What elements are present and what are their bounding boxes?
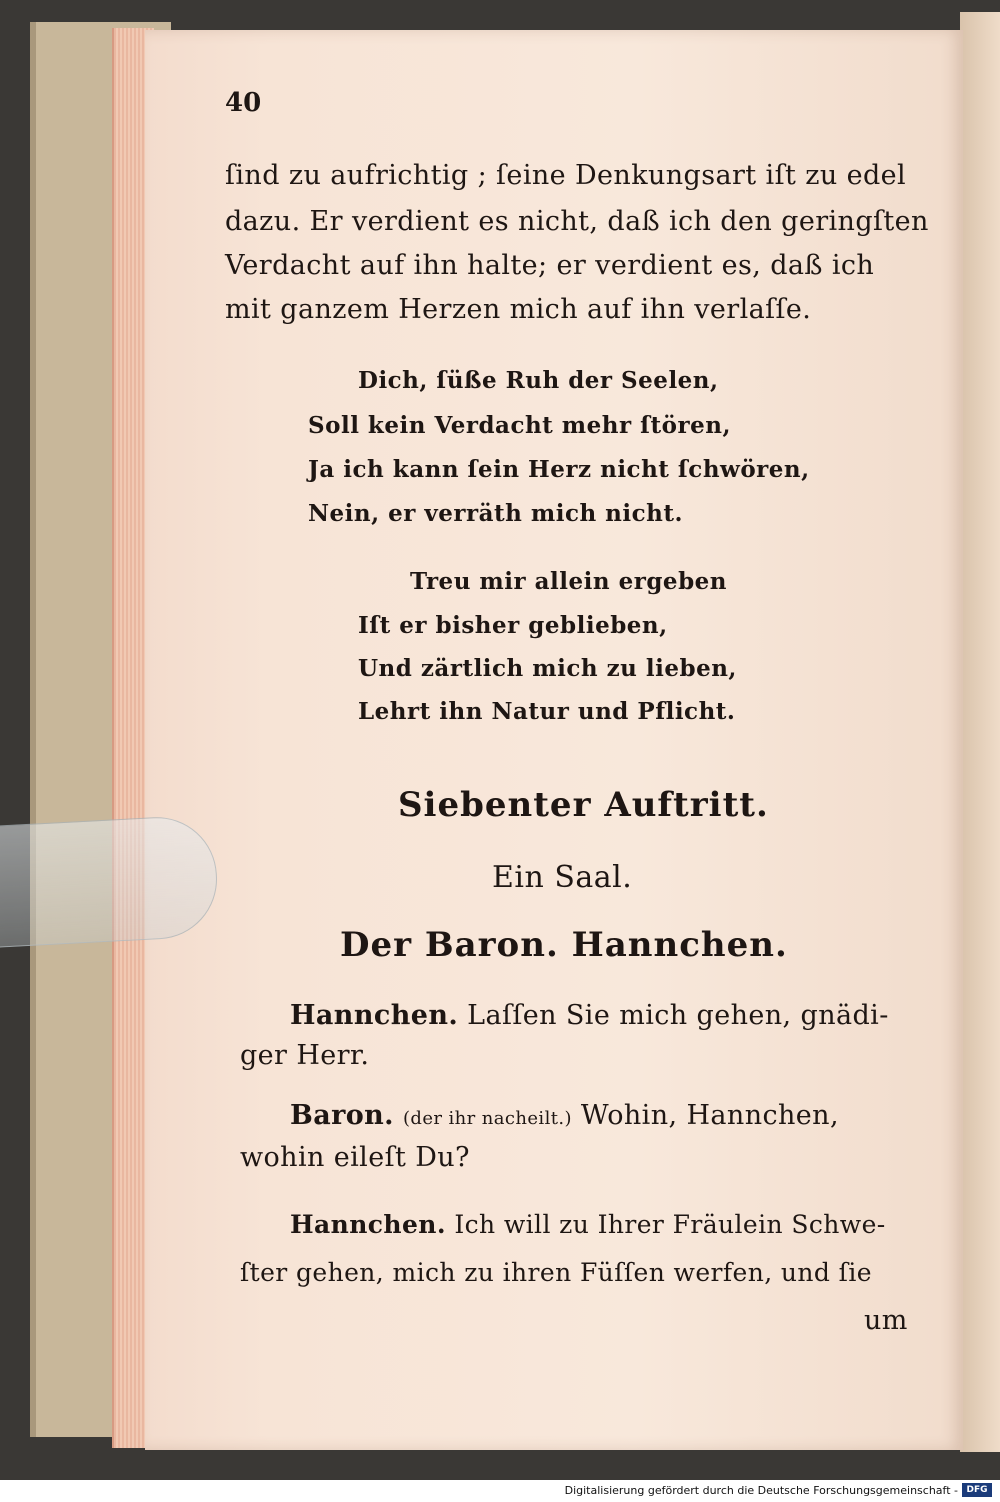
scene-title: Siebenter Auftritt. (398, 785, 769, 825)
dialogue-line-2-cont: wohin eileſt Du? (240, 1142, 470, 1173)
dfg-logo-icon: DFG (962, 1483, 992, 1497)
funding-credit: Digitalisierung gefördert durch die Deutsche Forschungsgemeinschaft - (564, 1484, 958, 1497)
dialogue-text: Wohin, Hannchen, (580, 1100, 839, 1131)
verse1-line-3: Ja ich kann ſein Herz nicht ſchwören, (308, 456, 810, 483)
dialogue-line-3-cont: ſter gehen, mich zu ihren Füſſen werfen, und ſie (240, 1258, 872, 1287)
prose-line-4: mit ganzem Herzen mich auf ihn verlaſſe. (225, 294, 812, 325)
dialogue-text: Ich will zu Ihrer Fräulein Schwe- (454, 1210, 886, 1239)
catchword: um (864, 1305, 908, 1336)
dialogue-text: Laſſen Sie mich gehen, gnädi- (467, 1000, 889, 1031)
dialogue-line-2 (290, 1100, 839, 1131)
speaker-name: Hannchen. (290, 1000, 459, 1031)
speaker-name: Hannchen. (290, 1210, 446, 1239)
stage-direction: (der ihr nacheilt.) (402, 1108, 572, 1129)
verse2-line-2: Iſt er bisher geblieben, (358, 612, 668, 639)
speaker-name: Baron. (290, 1100, 394, 1131)
verse2-line-1: Treu mir allein ergeben (410, 568, 728, 595)
adjacent-page-edge (960, 12, 1000, 1452)
dialogue-line-3 (290, 1210, 886, 1239)
verse1-line-4: Nein, er verräth mich nicht. (308, 500, 684, 527)
prose-line-3: Verdacht auf ihn halte; er verdient es, daß ich (225, 250, 875, 281)
verse2-line-4: Lehrt ihn Natur und Pflicht. (358, 698, 736, 725)
prose-line-1: ſind zu aufrichtig ; ſeine Denkungsart iſt zu edel (225, 160, 907, 191)
verse1-line-2: Soll kein Verdacht mehr ſtören, (308, 412, 731, 439)
page-holder-clip (0, 814, 220, 948)
verse2-line-3: Und zärtlich mich zu lieben, (358, 655, 737, 682)
scene-location: Ein Saal. (492, 860, 633, 895)
page-number: 40 (225, 88, 262, 118)
dialogue-line-1 (290, 1000, 889, 1031)
verse1-line-1: Dich, ſüße Ruh der Seelen, (358, 367, 719, 394)
prose-line-2: dazu. Er verdient es nicht, daß ich den geringſten (225, 206, 929, 237)
character-list: Der Baron. Hannchen. (340, 925, 788, 965)
dialogue-line-1-cont: ger Herr. (240, 1040, 370, 1071)
